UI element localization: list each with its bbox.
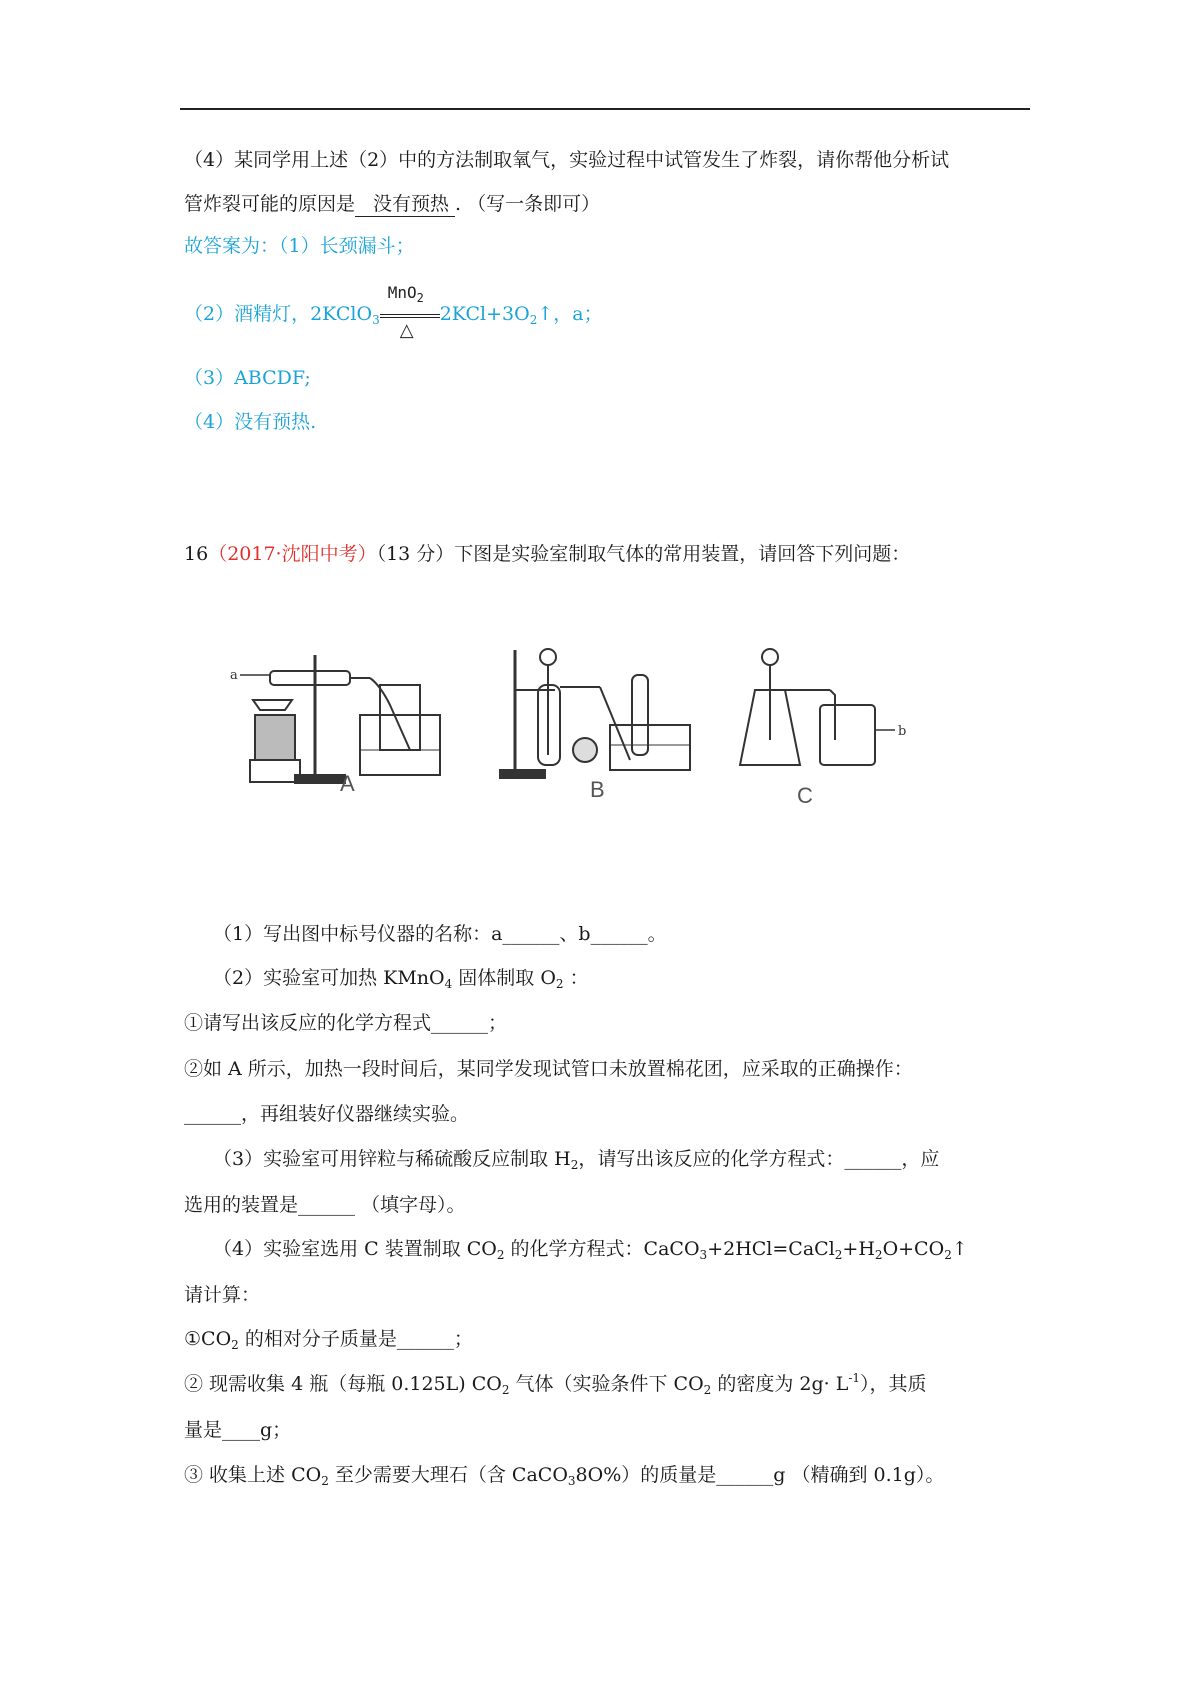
p2-mid: 固体制取 O [452,967,556,989]
c1-sub: 2 [231,1338,239,1352]
p3-pre: （3）实验室可用锌粒与稀硫酸反应制取 H [213,1148,571,1170]
catalyst-sub: 2 [416,291,424,305]
q16-source: （2017·沈阳中考） [208,543,377,565]
header-rule [180,108,1030,110]
q4-line2-post: . （写一条即可） [455,193,601,215]
p4-end: ↑ [951,1238,968,1260]
p3-post: ，请写出该反应的化学方程式：______，应 [578,1148,940,1170]
c3-pre: ③ 收集上述 CO [184,1464,322,1486]
q16-part3b: 选用的装置是______ （填字母）。 [184,1194,466,1216]
catalyst-label [388,281,424,305]
answer-2-post: ↑，a； [537,303,603,325]
p2-pre: （2）实验室可加热 KMnO [213,967,445,989]
apparatus-c [740,649,906,765]
q16-title [184,542,910,566]
p2-sub2: 2 [555,977,564,991]
answer-2-sub3: 3 [372,313,380,327]
q16-part2-2: ②如 A 所示，加热一段时间后，某同学发现试管口未放置棉花团，应采取的正确操作： [184,1058,913,1080]
catalyst-text: MnO [387,283,417,302]
q4-line2-pre: 管炸裂可能的原因是 [184,193,356,215]
c2-mid: 气体（实验条件下 CO [509,1373,704,1395]
label-b-marker: b [898,724,907,739]
reaction-condition [380,283,440,341]
answer-intro: 故答案为：（1）长颈漏斗； [184,235,415,257]
q16-part2-1: ①请写出该反应的化学方程式______； [184,1012,508,1034]
figure-label-B: B [590,777,605,802]
p4-s3: 3 [699,1248,708,1262]
c2-sub: 2 [501,1383,510,1397]
answer-2-mid: 2KCl+3O [439,303,530,325]
equals-bar-top [380,314,440,315]
answer-3: （3）ABCDF; [184,367,311,389]
p4-s2b: 2 [874,1248,883,1262]
q16-calc-intro: 请计算： [184,1284,261,1306]
answer-4: （4）没有预热. [184,411,317,433]
q16-part1: （1）写出图中标号仪器的名称：a______、b______。 [213,923,667,945]
q16-calc-2 [184,1372,927,1396]
label-a-marker: a [230,668,238,683]
q4-line2 [184,192,600,217]
q16-part3 [213,1147,939,1171]
p3-sub: 2 [570,1158,579,1172]
p4-mid: 的化学方程式：CaCO [504,1238,700,1260]
q16-intro: （13 分）下图是实验室制取气体的常用装置，请回答下列问题： [376,543,911,565]
figure-label-A: A [340,771,355,796]
p4-s2c: 2 [944,1248,952,1262]
p4-pre: （4）实验室选用 C 装置制取 CO [213,1238,497,1260]
p4-sub: 2 [496,1248,505,1262]
p4-m3: +H [842,1238,875,1260]
p2-post: ： [563,967,589,989]
answer-2-sub2: 2 [529,313,538,327]
q16-part4 [213,1237,968,1261]
apparatus-a [230,655,440,783]
c3-sub3: 3 [567,1474,576,1488]
c3-sub: 2 [321,1474,329,1488]
p2-sub4: 4 [444,977,453,991]
heat-triangle: △ [399,320,414,341]
q16-calc-3 [184,1463,944,1487]
q16-number: 16 [184,543,209,565]
c2-mid2: 的密度为 2g· L [711,1373,849,1395]
c1-pre: ①CO [184,1328,232,1350]
q16-part2-2b: ______，再组装好仪器继续实验。 [184,1103,470,1125]
answer-2 [184,283,603,341]
figure-label-C: C [797,783,813,808]
c2-post: ），其质 [860,1373,927,1395]
q16-calc-2b: 量是____g； [184,1419,292,1441]
equals-bar-bottom [380,317,440,318]
p4-m2: +2HCl=CaCl [707,1238,835,1260]
p4-m4: O+CO [882,1238,945,1260]
c2-pre: ② 现需收集 4 瓶（每瓶 0.125L) CO [184,1373,502,1395]
q16-part2 [213,966,589,990]
p4-s2a: 2 [834,1248,843,1262]
q16-calc-1 [184,1327,473,1351]
c3-post: 8O%）的质量是______g （精确到 0.1g）。 [575,1464,945,1486]
answer-2-pre: （2）酒精灯，2KClO [184,303,373,325]
c1-post: 的相对分子质量是______； [238,1328,473,1350]
c2-sup: -1 [848,1371,861,1385]
apparatus-figure [230,645,970,885]
apparatus-drawing [230,645,970,885]
apparatus-b [500,649,690,778]
q4-line1: （4）某同学用上述（2）中的方法制取氧气，实验过程中试管发生了炸裂，请你帮他分析试 [184,149,950,171]
q4-answer-blank: 没有预热 [355,192,455,217]
c2-sub2: 2 [703,1383,712,1397]
c3-mid: 至少需要大理石（含 CaCO [328,1464,568,1486]
